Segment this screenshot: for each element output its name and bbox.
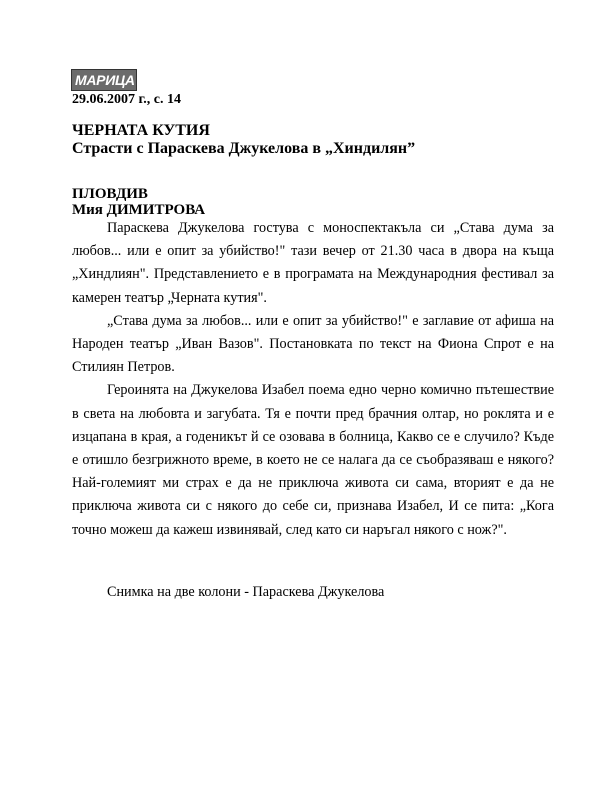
paragraph: Героинята на Джукелова Изабел поема едно черно комично пътешествие в света на любовта и загубата. Тя е почти пред брачния олтар, но роклята и е изцапана в края, а годеникът й се озовава в болница, Какво се е случило? Къде е отишло безгрижното време, в което не се налага да се съобразяваш е някого? Най-големият ми страх е да не приключа живота си сама, вторият е да не приключа живота си с някого до себе си, признава Изабел, И се пита: „Кога точно можеш да кажеш извинявай, след като си наръгал някого с нож?". (72, 382, 554, 538)
author: Мия ДИМИТРОВА (72, 202, 206, 218)
article-body (72, 217, 554, 542)
logo-text: МАРИЦА (75, 72, 135, 88)
photo-caption: Снимка на две колони - Параскева Джукелова (107, 584, 385, 600)
newspaper-logo (71, 69, 137, 91)
dateline: 29.06.2007 г., с. 14 (72, 92, 181, 107)
paragraph: „Става дума за любов... или е опит за убийство!" е заглавие от афиша на Народен театър „Иван Вазов". Постановката по текст на Фиона Спрот е на Стилиян Петров. (72, 312, 554, 376)
paragraph: Параскева Джукелова гостува с моноспектакъла си „Става дума за любов... или е опит за убийство!" тази вечер от 21.30 часа в двора на къща „Хиндлиян". Представлението е в програмата на Международния фестивал за камерен театър „Черната кутия". (72, 220, 554, 306)
location: ПЛОВДИВ (72, 186, 148, 202)
article-subtitle: Страсти с Параскева Джукелова в „Хиндилян” (72, 140, 416, 157)
article-title: ЧЕРНАТА КУТИЯ (72, 122, 210, 139)
